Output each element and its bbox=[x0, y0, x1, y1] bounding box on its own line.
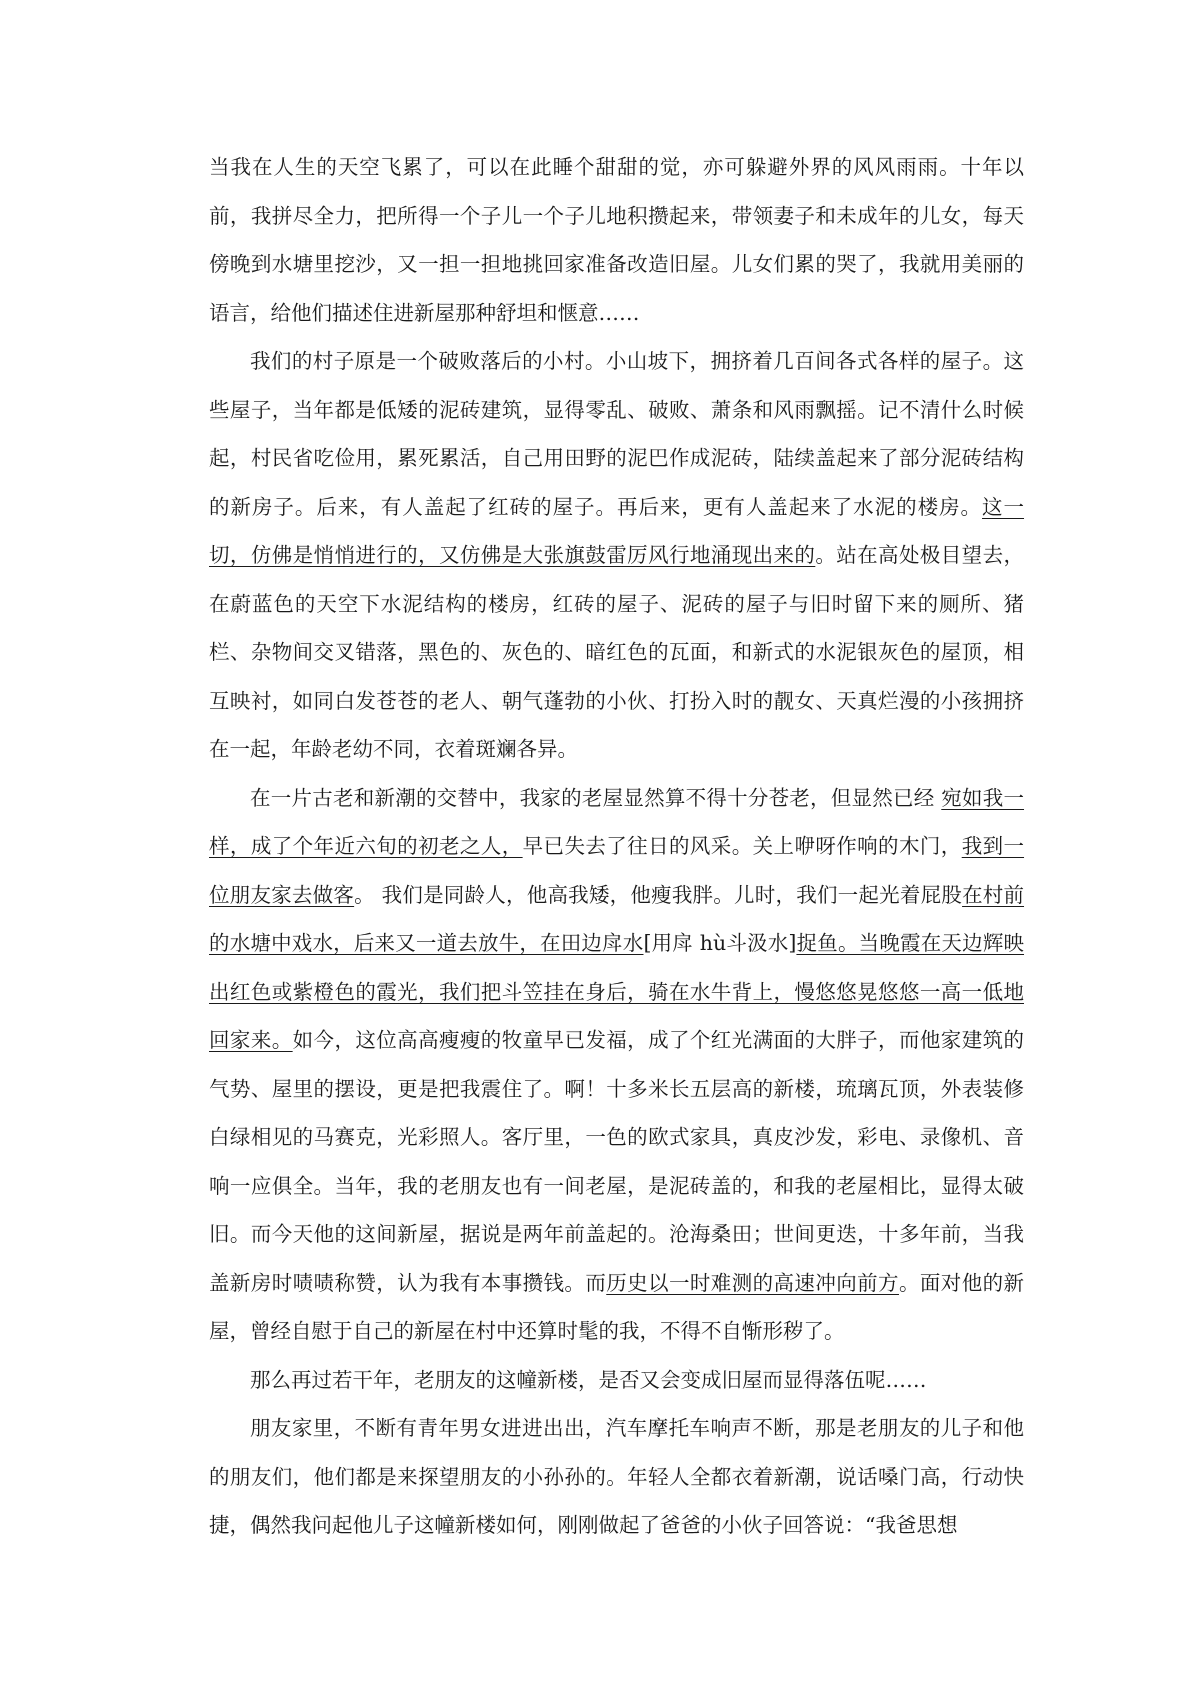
text-segment: 。 我们是同龄人，他高我矮，他瘦我胖。儿时，我们一起光着屁股 bbox=[354, 882, 963, 907]
underlined-text-segment: 我到一位朋友家去做客 bbox=[209, 834, 1025, 907]
paragraph-3 bbox=[209, 774, 1024, 1356]
text-segment: 。面对他的新屋，曾经自慰于自己的新屋在村中还算时髦的我，不得不自惭形秽了。 bbox=[209, 1270, 1025, 1343]
document-body bbox=[209, 143, 1024, 1550]
text-segment: 如今，这位高高瘦瘦的牧童早已发福，成了个红光满面的大胖子，而他家建筑的气势、屋里的摆设，更是把我震住了。啊！十多米长五层高的新楼，琉璃瓦顶，外表装修白绿相见的马赛克，光彩照人。客厅里，一色的欧式家具，真皮沙发，彩电、录像机、音响一应俱全。当年，我的老朋友也有一间老屋，是泥砖盖的，和我的老屋相比，显得太破旧。而今天他的这间新屋，据说是两年前盖起的。沧海桑田；世间更迭，十多年前，当我盖新房时啧啧称赞，认为我有本事攒钱。而 bbox=[209, 1028, 1025, 1295]
underlined-text-segment: 历史以一时难测的高速冲向前方 bbox=[606, 1270, 899, 1295]
paragraph-5 bbox=[209, 1404, 1024, 1550]
text-segment: 朋友家里，不断有青年男女进进出出，汽车摩托车响声不断，那是老朋友的儿子和他的朋友们，他们都是来探望朋友的小孙孙的。年轻人全都衣着新潮，说话嗓门高，行动快捷，偶然我问起他儿子这幢新楼如何，刚刚做起了爸爸的小伙子回答说：“我爸思想 bbox=[209, 1416, 1024, 1537]
text-segment: 我们的村子原是一个破败落后的小村。小山坡下，拥挤着几百间各式各样的屋子。这些屋子，当年都是低矮的泥砖建筑，显得零乱、破败、萧条和风雨飘摇。记不清什么时候起，村民省吃俭用，累死累活，自己用田野的泥巴作成泥砖，陆续盖起来了部分泥砖结构的新房子。后来，有人盖起了红砖的屋子。再后来，更有人盖起来了水泥的楼房。 bbox=[209, 349, 1024, 519]
paragraph-1 bbox=[209, 143, 1024, 337]
paragraph-2 bbox=[209, 337, 1024, 774]
paragraph-4 bbox=[209, 1356, 1024, 1405]
text-segment: 。站在高处极目望去，在蔚蓝色的天空下水泥结构的楼房，红砖的屋子、泥砖的屋子与旧时留下来的厕所、猪栏、杂物间交叉错落，黑色的、灰色的、暗红色的瓦面，和新式的水泥银灰色的屋顶，相互映衬，如同白发苍苍的老人、朝气蓬勃的小伙、打扮入时的靓女、天真烂漫的小孩拥挤在一起，年龄老幼不同，衣着斑斓各异。 bbox=[209, 543, 1024, 761]
underlined-text-segment: 宛如我一样，成了个年近六旬的初老之人， bbox=[209, 785, 1025, 858]
text-segment: 在一片古老和新潮的交替中，我家的老屋显然算不得十分苍老，但显然已经 bbox=[250, 785, 942, 810]
underlined-text-segment: 在村前的水塘中戏水，后来又一道去放牛，在田边戽水 bbox=[209, 882, 1025, 955]
text-segment: 那么再过若干年，老朋友的这幢新楼，是否又会变成旧屋而显得落伍呢…… bbox=[250, 1367, 927, 1392]
text-segment: [用戽 hù斗汲水] bbox=[643, 931, 797, 955]
text-segment: 当我在人生的天空飞累了，可以在此睡个甜甜的觉，亦可躲避外界的风风雨雨。十年以前，我拼尽全力，把所得一个子儿一个子儿地积攒起来，带领妻子和未成年的儿女，每天傍晚到水塘里挖沙，又一担一担地挑回家准备改造旧屋。儿女们累的哭了，我就用美丽的语言，给他们描述住进新屋那种舒坦和惬意…… bbox=[209, 155, 1024, 325]
text-segment: 早已失去了往日的风采。关上咿呀作响的木门， bbox=[522, 834, 962, 858]
underlined-text-segment: 捉鱼。当晚霞在天边辉映出红色或紫橙色的霞光，我们把斗笠挂在身后，骑在水牛背上，慢悠悠晃悠悠一高一低地回家来。 bbox=[209, 931, 1025, 1052]
underlined-text-segment: 这一切，仿佛是悄悄进行的，又仿佛是大张旗鼓雷厉风行地涌现出来的 bbox=[209, 494, 1025, 567]
